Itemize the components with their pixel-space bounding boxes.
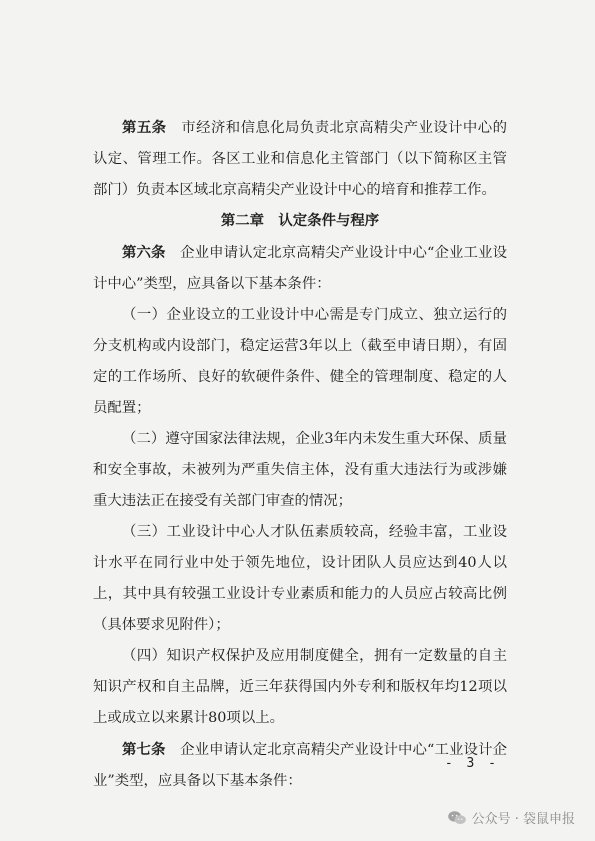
page-number: - 3 - bbox=[444, 756, 499, 771]
condition-item-3: （三）工业设计中心人才队伍素质较高，经验丰富，工业设计水平在同行业中处于领先地位，设计团队人员应达到40人以上，其中具有较强工业设计专业素质和能力的人员应占较高比例（具体要求见附件）； bbox=[93, 524, 507, 633]
article-6-heading: 第六条 bbox=[122, 244, 166, 261]
chapter-heading: 第二章 认定条件与程序 bbox=[220, 213, 380, 229]
article-5-text: 市经济和信息化局负责北京高精尖产业设计中心的认定、管理工作。各区工业和信息化主管部门（以下简称区主管部门）负责本区域北京高精尖产业设计中心的培育和推荐工作。 bbox=[93, 120, 507, 198]
article-7-text: 企业申请认定北京高精尖产业设计中心“工业设计企业”类型，应具备以下基本条件： bbox=[93, 742, 507, 789]
wechat-icon bbox=[447, 810, 467, 826]
watermark bbox=[447, 808, 575, 827]
article-6-text: 企业申请认定北京高精尖产业设计中心“企业工业设计中心”类型，应具备以下基本条件： bbox=[93, 245, 507, 292]
condition-item-1: （一）企业设立的工业设计中心需是专门成立、独立运行的分支机构或内设部门，稳定运营3年以上（截至申请日期），有固定的工作场所、良好的软硬件条件、健全的管理制度、稳定的人员配置； bbox=[93, 307, 507, 416]
article-6 bbox=[93, 237, 507, 300]
watermark-text: 公众号 · 袋鼠申报 bbox=[471, 812, 575, 827]
condition-item-4: （四）知识产权保护及应用制度健全，拥有一定数量的自主知识产权和自主品牌，近三年获得国内外专利和版权年均12项以上或成立以来累计80项以上。 bbox=[93, 648, 507, 726]
article-5 bbox=[93, 112, 507, 206]
article-7-heading: 第七条 bbox=[122, 741, 166, 758]
article-5-heading: 第五条 bbox=[122, 119, 167, 136]
document-body bbox=[93, 112, 507, 797]
condition-item-2: （二）遵守国家法律法规，企业3年内未发生重大环保、质量和安全事故，未被列为严重失信主体，没有重大违法行为或涉嫌重大违法正在接受有关部门审查的情况； bbox=[93, 431, 507, 509]
